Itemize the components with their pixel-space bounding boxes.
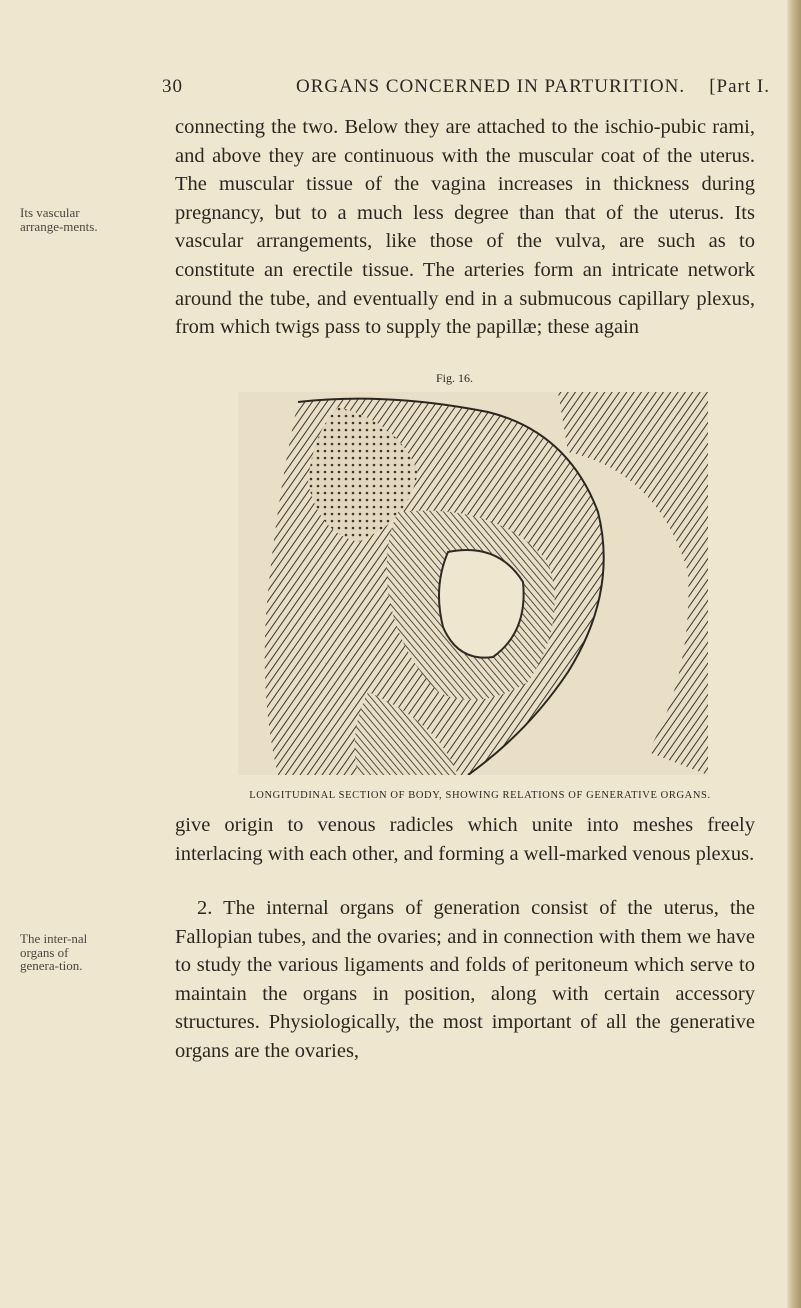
page-number: 30 — [162, 76, 183, 97]
anatomical-figure — [238, 392, 708, 775]
part-label: [Part I. — [709, 76, 770, 97]
running-title: ORGANS CONCERNED IN PARTURITION. — [296, 76, 686, 97]
figure-caption: LONGITUDINAL SECTION OF BODY, SHOWING RELATIONS OF GENERATIVE ORGANS. — [249, 790, 711, 801]
figure-label: Fig. 16. — [436, 371, 474, 385]
page-edge — [787, 0, 801, 1308]
paragraph-vagina: connecting the two. Below they are attached to the ischio-pubic rami, and above they are continuous with the muscular coat of the uterus. The muscular tissue of the vagina increases in thickness during pregnancy, but to a much less degree than that of the uterus. Its vascular arrangements, like those of the vulva, are such as to constitute an erectile tissue. The arteries form an intricate network around the tube, and eventually end in a submucous capillary plexus, from which twigs pass to supply the papillæ; these again — [175, 116, 755, 339]
margin-note-vascular: Its vascular arrange-ments. — [20, 205, 98, 234]
paragraph-venous: give origin to venous radicles which unite into meshes freely interlacing with each other, and forming a well-marked venous plexus. — [175, 814, 755, 865]
paragraph-internal-organs: 2. The internal organs of generation consist of the uterus, the Fallopian tubes, and the ovaries; and in connection with them we have to study the various ligaments and folds of peritoneum which serve to maintain the organs in position, along with certain accessory structures. Physiologically, the most important of all the generative organs are the ovaries, — [175, 897, 755, 1062]
margin-note-internal-organs: The inter-nal organs of genera-tion. — [20, 931, 88, 973]
running-header — [150, 76, 770, 104]
